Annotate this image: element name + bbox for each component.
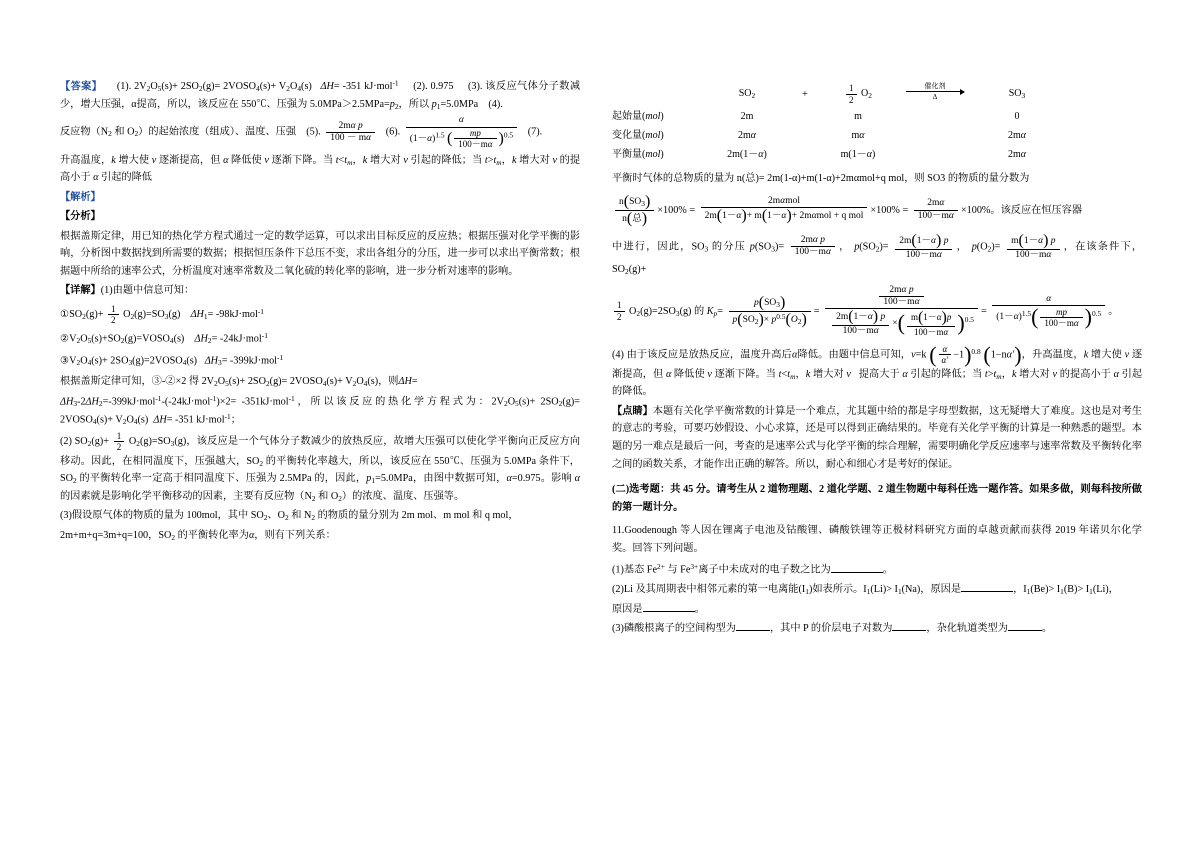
analysis-text: 根据盖斯定律，用已知的热化学方程式通过一定的数学运算，可以求出目标反应的反应热；根据压强对化学平衡的影响，分析图中数据找到所需要的数据；根据恒压条件下总压不变，求出各组分的分压，进一步可以求出平衡常数；根据题中所给的速率公式，分析温度对速率常数及二氧化硫的转化率的影响，进一步分析对速率的影响。 — [60, 230, 580, 277]
analysis-label-line — [60, 189, 580, 207]
detail-line — [60, 282, 580, 300]
answer-label: 【答案】 — [60, 81, 103, 93]
reaction-arrow-icon: 催化剂 Δ — [906, 83, 964, 102]
question-11-stem: 11.Goodenough 等人因在锂离子电池及钴酸锂、磷酸铁锂等正极材料研究方面的卓越贡献而获得 2019 年诺贝尔化学奖。回答下列问题。 — [612, 525, 1142, 554]
right-text-2: 中进行，因此，$SO_3$ 的分压 $p(SO_3)=$ $\frac{\text{2mα p}}{100-m\alpha}$ ， $p(SO_2)=$ $\frac{2m(1-\alpha) p}{100-m\alpha}$ ， $p(O_2)=$ $\frac{m(1-\alpha) p}{100-m\alpha}$ ，在该条件下，$SO_2(g)+$ — [612, 231, 1143, 276]
question-11-sub-3: (3)磷酸根离子的空间构型为 ，其中 P 的价层电子对数为 ，杂化轨道类型为 。 — [612, 623, 1053, 635]
question-11-sub-2-cont: 原因是 。 — [612, 603, 705, 615]
right-column — [612, 78, 1142, 640]
analysis-label: 【解析】 — [60, 191, 101, 203]
tip-label: 【点睛】 — [612, 405, 653, 417]
left-column — [60, 78, 580, 546]
thermo-eq-1: $①SO_2(g)+$ $\frac{1}{2}$ $O_2(g)=SO_3(g)$ $\Delta H_1= -98kJ\cdot mol^{-1}$ — [60, 303, 264, 326]
hess-text-2: $\Delta H_3-2\Delta H_2=-399kJ\cdot mol^{-1}-(-24kJ\cdot mol^{-1})\times 2= -351kJ\cdot mol^{-1}$，所以该反应的热化学方程式为：$2V_2O_5(s)+ 2SO_2(g)=$ $2VOSO_4(s)+ V_2O_4(s)$ ΔH= -351 kJ·mol$^{-1}$； — [60, 394, 580, 427]
para2: (2) $SO_2(g)+$ $\frac{1}{2}$ $O_2(g)=SO_3(g)$，该反应是一个气体分子数减少的放热反应，故增大压强可以使化学平衡向正反应方向移动。因此，在相同温度下，压强越大，$SO_2$ 的平衡转化率越大，所以，该反应在 550℃、压强为 5.0MPa 条件下，$SO_2$ 的平衡转化率一定高于相同温度下、压强为 2.5MPa 的，因此，$p_1=5.0MPa$，由图中数据可知，α=0.975。影响 α 的因素就是影响化学平衡移动的因素，主要有反应物（$N_2$ 和 $O_2$）的浓度、温度、压强等。 — [60, 430, 581, 503]
table-row: 平衡量(mol) 2m(1－α) m(1－α) 2mα — [612, 148, 1027, 160]
reaction-table — [612, 82, 1142, 164]
formula-6: α $(1-\alpha)^{1.5}$ ( $\frac{mp}{100-m\alpha}$ )$^{0.5}$ — [406, 115, 517, 149]
tip-paragraph — [612, 403, 1142, 473]
table-header-row: $SO_2$ + $\frac{1}{2}$ $O_2$ 催化剂 Δ $SO_3$ — [738, 82, 1026, 105]
tip-text: 本题有关化学平衡常数的计算是一个难点，尤其题中给的都是字母型数据，这无疑增大了难度。这也是对考生的意志的考验，可要巧妙假设、小心求算，还是可以得到正确结果的。毕竟有关化学平衡的计算是一种熟悉的题型。本题的另一难点是最后一问，考查的是速率公式与化学平衡的综合理解，需要明确化学反应速率与速率常数及平衡转化率之间的函数关系，才能作出正确的解答。所以，耐心和细心才是考好的保证。 — [612, 405, 1143, 470]
para3-cont: 2m+m+q=3m+q=100，$SO_2$ 的平衡转化率为α，则有下列关系： — [60, 529, 336, 542]
hess-text: 根据盖斯定律可知，③-②×2 得 $2V_2O_5(s)+ 2SO_2(g)=$ $2VOSO_4(s)+ V_2O_4(s)$，则ΔH= — [60, 376, 418, 389]
para4: (4) 由于该反应是放热反应，温度升高后α降低。由题中信息可知，v=k ( $\frac{\alpha}{\alpha'}$ −1)$^{0.8}$ (1−nα′)，升高温度，k 增大使 v 逐渐提高，但 α 降低使 v 逐渐下降。当 $t<t_m$，k 增大对 v 提高大于 α 引起的降低；当 $t>t_m$，k 增大对 v 的提高小于 α 引起的降低。 — [612, 341, 1143, 398]
answer-item-4-6: 反应物（$N_2$ 和 $O_2$）的起始浓度（组成）、温度、压强 (5). $\frac{\text{2mα p}}{100 - m\alpha}$ (6). α $(1-\alpha)^{1.5}$ ( $\frac{mp}{100-m\alpha}$ )$^{0.5}$ (7). — [60, 115, 543, 150]
detail-intro: (1)由题中信息可知： — [100, 285, 195, 297]
right-text-1: 平衡时气体的总物质的量为 n(总)= 2m(1-α)+m(1-α)+2mαmol+q mol，则 SO3 的物质的量分数为 — [612, 173, 1030, 185]
table-row: 变化量(mol) 2mα mα 2mα — [612, 129, 1027, 141]
answer-block: 【答案】 (1). $2V_2O_5(s)+ 2SO_2(g)=$ $2VOSO_4(s)+ V_2O_4(s)$ ΔH= -351 kJ·mol$^{-1}$ (2). 0.975 (3). 该反应气体分子数减少，增大压强，α提高，所以，该反应在 550℃、压强为 $5.0MPa>2.5MPa=p_2$，所以 $p_1=5.0MPa$ (4). — [60, 79, 581, 111]
detail-label: 【详解】 — [60, 285, 101, 297]
answer-item-7-text: 升高温度，k 增大使 v 逐渐提高，但 α 降低使 v 逐渐下降。当 $t<t_m$，k 增大对 v 引起的降低；当 $t>t_m$，k 增大对 v 的提高小于 α 引起的降低 — [60, 154, 581, 184]
analysis-sub-label: 【分析】 — [60, 211, 101, 223]
formula-5: $\frac{\text{2mα p}}{100 - m\alpha}$ — [326, 121, 375, 145]
para3: (3)假设原气体的物质的量为 100mol，其中 $SO_2$、$O_2$ 和 $N_2$ 的物质的量分别为 2m mol、m mol 和 q mol， — [60, 510, 519, 523]
kp-equation: $\frac{1}{2}$ $O_2(g)=2SO_3(g)$ 的 $K_p=$ $\frac{p(SO_3)}{p(SO_2)\times p^{0.5}(O_2)}$ = $\frac{\text{2mα p}}{100-m\alpha}$ $\frac{2m(1-\alpha) p}{100-m\alpha}$ ×( $\frac{m(1-\alpha)p}{100-m\alpha}$ )$^{0.5}$ = α $(1-\alpha)^{1.5}$( $\frac{mp}{100-m\alpha}$ )$^{0.5}$ 。 — [612, 285, 1142, 338]
thermo-eq-2: $②V_2O_5(s)+SO_2(g)=VOSO_4(s)$ $\Delta H_2= -24kJ\cdot mol^{-1}$ — [60, 330, 268, 345]
question-11-sub-1: (1)基态 $Fe^{2+}$ 与 $Fe^{3+}$离子中未成对的电子数之比为 。 — [612, 562, 893, 576]
question-11-sub-2: (2)Li 及其周期表中相邻元素的第一电离能$(I_1)$如表所示。$I_1(Li)> I_1(Na)$，原因是 ，$I_1(Be)> I_1(B)> I_1(Li)$， — [612, 584, 1119, 596]
section-header: (二)选考题：共 45 分。请考生从 2 道物理题、2 道化学题、2 道生物题中每科任选一题作答。如果多做，则每科按所做的第一题计分。 — [612, 484, 1142, 513]
mole-fraction-equation: $\frac{n(SO_3)}{\text{n(总)}}$ ×100% = $\frac{\text{2mαmol}}{\text{2m(1－α)+ m(1－α)+ 2mαmol + q mol}}$ ×100% = $\frac{2m\alpha}{100-m\alpha}$ ×100%。该反应在恒压容器 — [612, 194, 1142, 227]
table-row: 起始量(mol) 2m m 0 — [612, 110, 1020, 122]
analysis-sub-label-line — [60, 208, 580, 226]
thermo-eq-3: $③V_2O_4(s)+$ $2SO_3(g)=2VOSO_4(s)$ $\Delta H_3= -399kJ\cdot mol^{-1}$ — [60, 352, 284, 367]
